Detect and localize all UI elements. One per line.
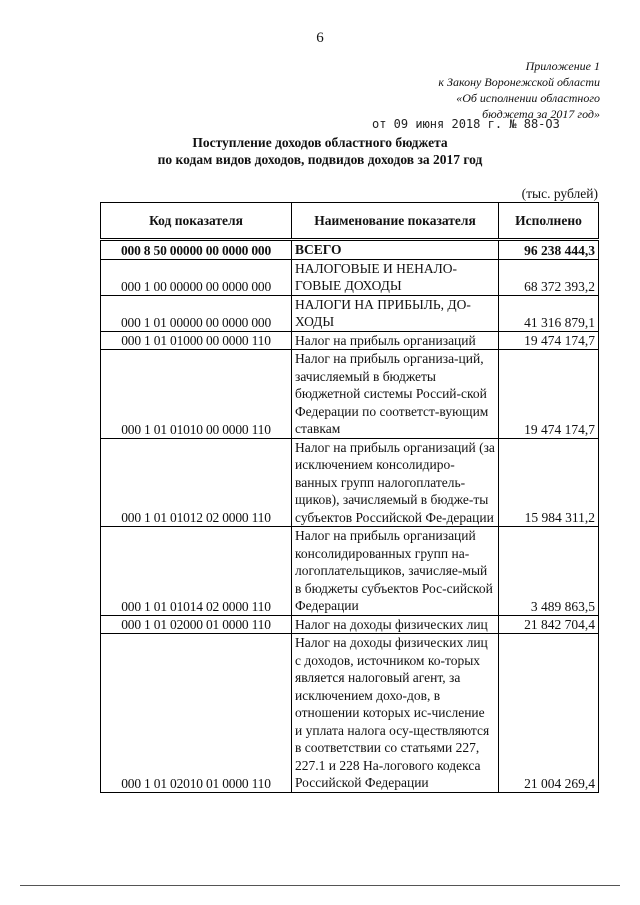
decree-stamp: от 09 июня 2018 г. № 88-ОЗ (372, 117, 560, 131)
amount-cell: 19 474 174,7 (499, 331, 599, 350)
page-number: 6 (316, 30, 324, 46)
revenue-table (100, 202, 599, 793)
amount-cell: 3 489 863,5 (499, 527, 599, 616)
amount-cell: 21 004 269,4 (499, 634, 599, 793)
table-row (101, 350, 599, 439)
table-row (101, 295, 599, 331)
table-row (101, 331, 599, 350)
name-cell: Налог на доходы физических лиц с доходов, источником ко-торых является налоговый агент, за исключением дохо-дов, в отношении которых ис-числение и уплата налога осу-ществляются в соответствии со статьями 227, 227.1 и 228 На-логового кодекса Российской Федерации (292, 634, 499, 793)
title-line: Поступление доходов областного бюджета (192, 135, 448, 150)
table-row (101, 634, 599, 793)
amount-cell: 19 474 174,7 (499, 350, 599, 439)
document-title (0, 134, 640, 168)
amount-cell: 15 984 311,2 (499, 438, 599, 527)
header-name: Наименование показателя (292, 203, 499, 240)
name-cell: НАЛОГОВЫЕ И НЕНАЛО-ГОВЫЕ ДОХОДЫ (292, 259, 499, 295)
name-cell: Налог на доходы физических лиц (292, 615, 499, 634)
name-cell: Налог на прибыль организаций консолидированных групп на-логоплательщиков, зачисляе-мый в бюджеты субъектов Рос-сийской Федерации (292, 527, 499, 616)
appendix-line: «Об исполнении областного (456, 91, 600, 105)
table-row (101, 615, 599, 634)
appendix-line: бюджета за 2017 год» (482, 107, 600, 121)
appendix-line: Приложение 1 (525, 59, 600, 73)
code-cell: 000 1 01 01000 00 0000 110 (101, 331, 292, 350)
code-cell: 000 1 01 01014 02 0000 110 (101, 527, 292, 616)
name-cell: Налог на прибыль организаций (за исключением консолидиро-ванных групп налогоплатель-щиков), зачисляемый в бюдже-ты субъектов Российской Фе-дерации (292, 438, 499, 527)
code-cell: 000 1 01 01012 02 0000 110 (101, 438, 292, 527)
amount-cell: 41 316 879,1 (499, 295, 599, 331)
footer-divider (20, 885, 620, 886)
name-cell: Налог на прибыль организа-ций, зачисляемый в бюджеты бюджетной системы Россий-ской Федерации по соответст-вующим ставкам (292, 350, 499, 439)
title-line: по кодам видов доходов, подвидов доходов за 2017 год (157, 152, 483, 167)
header-code: Код показателя (101, 203, 292, 240)
amount-cell: 96 238 444,3 (499, 240, 599, 260)
table-row (101, 259, 599, 295)
code-cell: 000 8 50 00000 00 0000 000 (101, 240, 292, 260)
name-cell: Налог на прибыль организаций (292, 331, 499, 350)
amount-cell: 68 372 393,2 (499, 259, 599, 295)
units-label: (тыс. рублей) (521, 186, 598, 201)
name-cell: НАЛОГИ НА ПРИБЫЛЬ, ДО-ХОДЫ (292, 295, 499, 331)
appendix-line: к Закону Воронежской области (438, 75, 600, 89)
table-row (101, 240, 599, 260)
code-cell: 000 1 01 01010 00 0000 110 (101, 350, 292, 439)
header-amount: Исполнено (499, 203, 599, 240)
code-cell: 000 1 01 02010 01 0000 110 (101, 634, 292, 793)
code-cell: 000 1 01 00000 00 0000 000 (101, 295, 292, 331)
code-cell: 000 1 01 02000 01 0000 110 (101, 615, 292, 634)
table-row (101, 527, 599, 616)
name-cell: ВСЕГО (292, 240, 499, 260)
table-row (101, 438, 599, 527)
table-header-row (101, 203, 599, 240)
code-cell: 000 1 00 00000 00 0000 000 (101, 259, 292, 295)
appendix-note (340, 58, 600, 122)
amount-cell: 21 842 704,4 (499, 615, 599, 634)
